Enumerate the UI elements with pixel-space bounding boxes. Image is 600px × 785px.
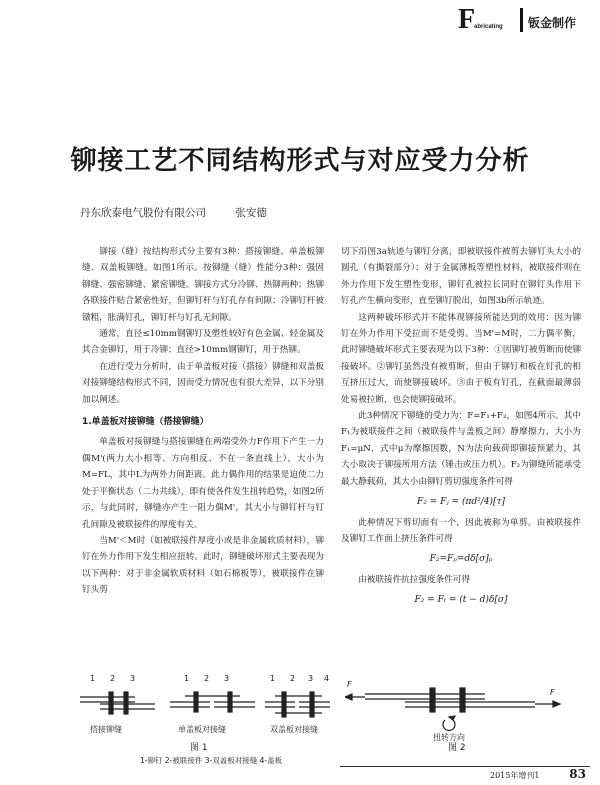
figure-number: 1	[184, 674, 190, 683]
header-divider	[520, 8, 523, 32]
figure-1-legend: 1-铆钉 2-被联接件 3-双盖板对接缝 4-盖板	[140, 756, 283, 765]
footer-issue: 2015年增刊1	[490, 771, 540, 780]
force-label-left: F	[347, 680, 352, 689]
paragraph: 切下沿图3a轨迹与铆钉分离，即被联接件被剪去铆钉头大小的圆孔（有撕裂部分）；对于金属薄板等塑性材料，被联接件则在外力作用下发生塑性变形，铆钉孔被拉长同时在铆钉头作用下钉孔产生横向变形，直至铆钉脱出，如图3b所示轨迹。	[341, 247, 581, 307]
paragraph: 此3种情况下铆缝的受力为：F=F₁+F₂，如图4所示。其中F₁为被联接件之间（被联接件与盖板之间）静摩擦力，大小为F₁=μN，式中μ为摩擦因数，N为法向载荷即铆接预紧力，其大小取决于铆接所用方法（锤击或压力机）。F₂为铆缝所能承受最大静载荷，其大小由铆钉剪切强度条件可得	[341, 411, 581, 487]
logo-sub: abricating	[474, 24, 503, 30]
paragraph: 在进行受力分析时，由于单盖板对接（搭接）铆缝和双盖板对接铆缝结构形式不同，因而受力情况也有很大差异，以下分别加以阐述。	[82, 361, 324, 405]
page-number: 83	[569, 767, 586, 781]
figure-number: 2	[290, 674, 296, 683]
paragraph: 当M'＜M时（如被联接件厚度小或是非金属软质材料），铆钉在外力作用下发生相应扭转。此时，铆缝破坏形式主要表现为以下两种：对于非金属软质材料（如石棉板等），被联接件在铆钉头剪	[82, 535, 324, 596]
figure-number: 3	[308, 674, 314, 683]
paragraph: 由被联接件抗拉强度条件可得	[358, 574, 470, 585]
figure-number: 2	[204, 674, 210, 683]
paragraph: 这两种破坏形式并不能体现铆接所能达到的效用：因为铆钉在外力作用下受拉而不是受剪。当M'=M时，二力偶平衡，此时铆缝破坏形式主要表现为以下3种：①因铆钉被剪断而使铆接破坏。②铆钉虽然没有被剪断，但由于铆钉和板在钉孔的相互挤压过大，而使铆接破坏。③由于板有钉孔，在截面最薄弱处易被拉断，也会使铆接破坏。	[341, 312, 581, 405]
figure-label: 搭接铆缝	[90, 725, 122, 734]
author-line	[80, 205, 293, 220]
torsion-direction-label: 扭转方向	[433, 733, 465, 742]
figure-label: 双盖板对接缝	[270, 725, 318, 734]
figure-number: 4	[324, 674, 330, 683]
figure-label: 单盖板对接缝	[178, 725, 226, 734]
right-column	[341, 244, 581, 613]
figure-number: 1	[90, 674, 96, 683]
force-label-right: F	[550, 688, 555, 697]
left-column	[82, 244, 324, 599]
figure-number: 3	[130, 674, 136, 683]
author-name: 张安德	[235, 207, 267, 219]
formula-bearing: F₂=Fₚ=dδ[σ]ₚ	[429, 554, 493, 565]
section-name: 钣金制作	[528, 16, 577, 30]
journal-header	[458, 4, 593, 35]
paragraph: 通常，直径≤10mm钢铆钉及塑性较好有色金属、轻金属及其合金铆钉，用于冷铆；直径>10mm钢铆钉，用于热铆。	[82, 329, 324, 356]
page-footer	[340, 766, 590, 785]
section-heading: 1.单盖板对接铆缝（搭接铆缝）	[82, 417, 209, 428]
paragraph: 单盖板对接铆缝与搭接铆缝在两端受外力F作用下产生一力偶M'(两力大小相等、方向相反、不在一条直线上），大小为M=FL，其中L为两外力间距离。此力偶作用的结果是迫使二力处于平衡状态（二力共线），即有使各件发生扭转趋势，如图2所示，与此同时，铆缝亦产生一阻力偶M'，其大小与铆钉杆与钉孔间隙及被联接件的厚度有关。	[82, 437, 324, 530]
formula-shear: F₂ = Fⱼ = (πd²/4)[τ]	[416, 497, 506, 508]
formula-tension: F₂ = Fₗ = (t − d)δ[σ]	[414, 595, 508, 606]
figure-number: 3	[224, 674, 230, 683]
figure-2-drawing	[345, 672, 565, 732]
logo-letter: F	[458, 4, 476, 35]
figure-1-caption: 图 1	[190, 743, 208, 753]
author-org: 丹东欣泰电气股份有限公司	[80, 207, 206, 219]
figure-number: 2	[110, 674, 116, 683]
paragraph: 此种情况下剪切面有一个，因此被称为单剪。由被联接件及铆钉工作面上挤压条件可得	[341, 517, 581, 544]
page-title: 铆接工艺不同结构形式与对应受力分析	[70, 146, 530, 176]
figure-number: 1	[270, 674, 276, 683]
paragraph: 铆接（缝）按结构形式分主要有3种：搭接铆缝、单盖板铆缝、双盖板铆缝。如图1所示。按铆缝（缝）性能分3种：强固铆缝、强密铆缝、紧密铆缝。铆接方式分冷铆、热铆两种；热铆各联接件贴合紧密性好，但铆钉杆与钉孔存有间隙；冷铆钉杆被镦粗，胀满钉孔，铆钉杆与钉孔无间隙。	[82, 247, 324, 323]
figure-2-caption: 图 2	[448, 743, 466, 753]
